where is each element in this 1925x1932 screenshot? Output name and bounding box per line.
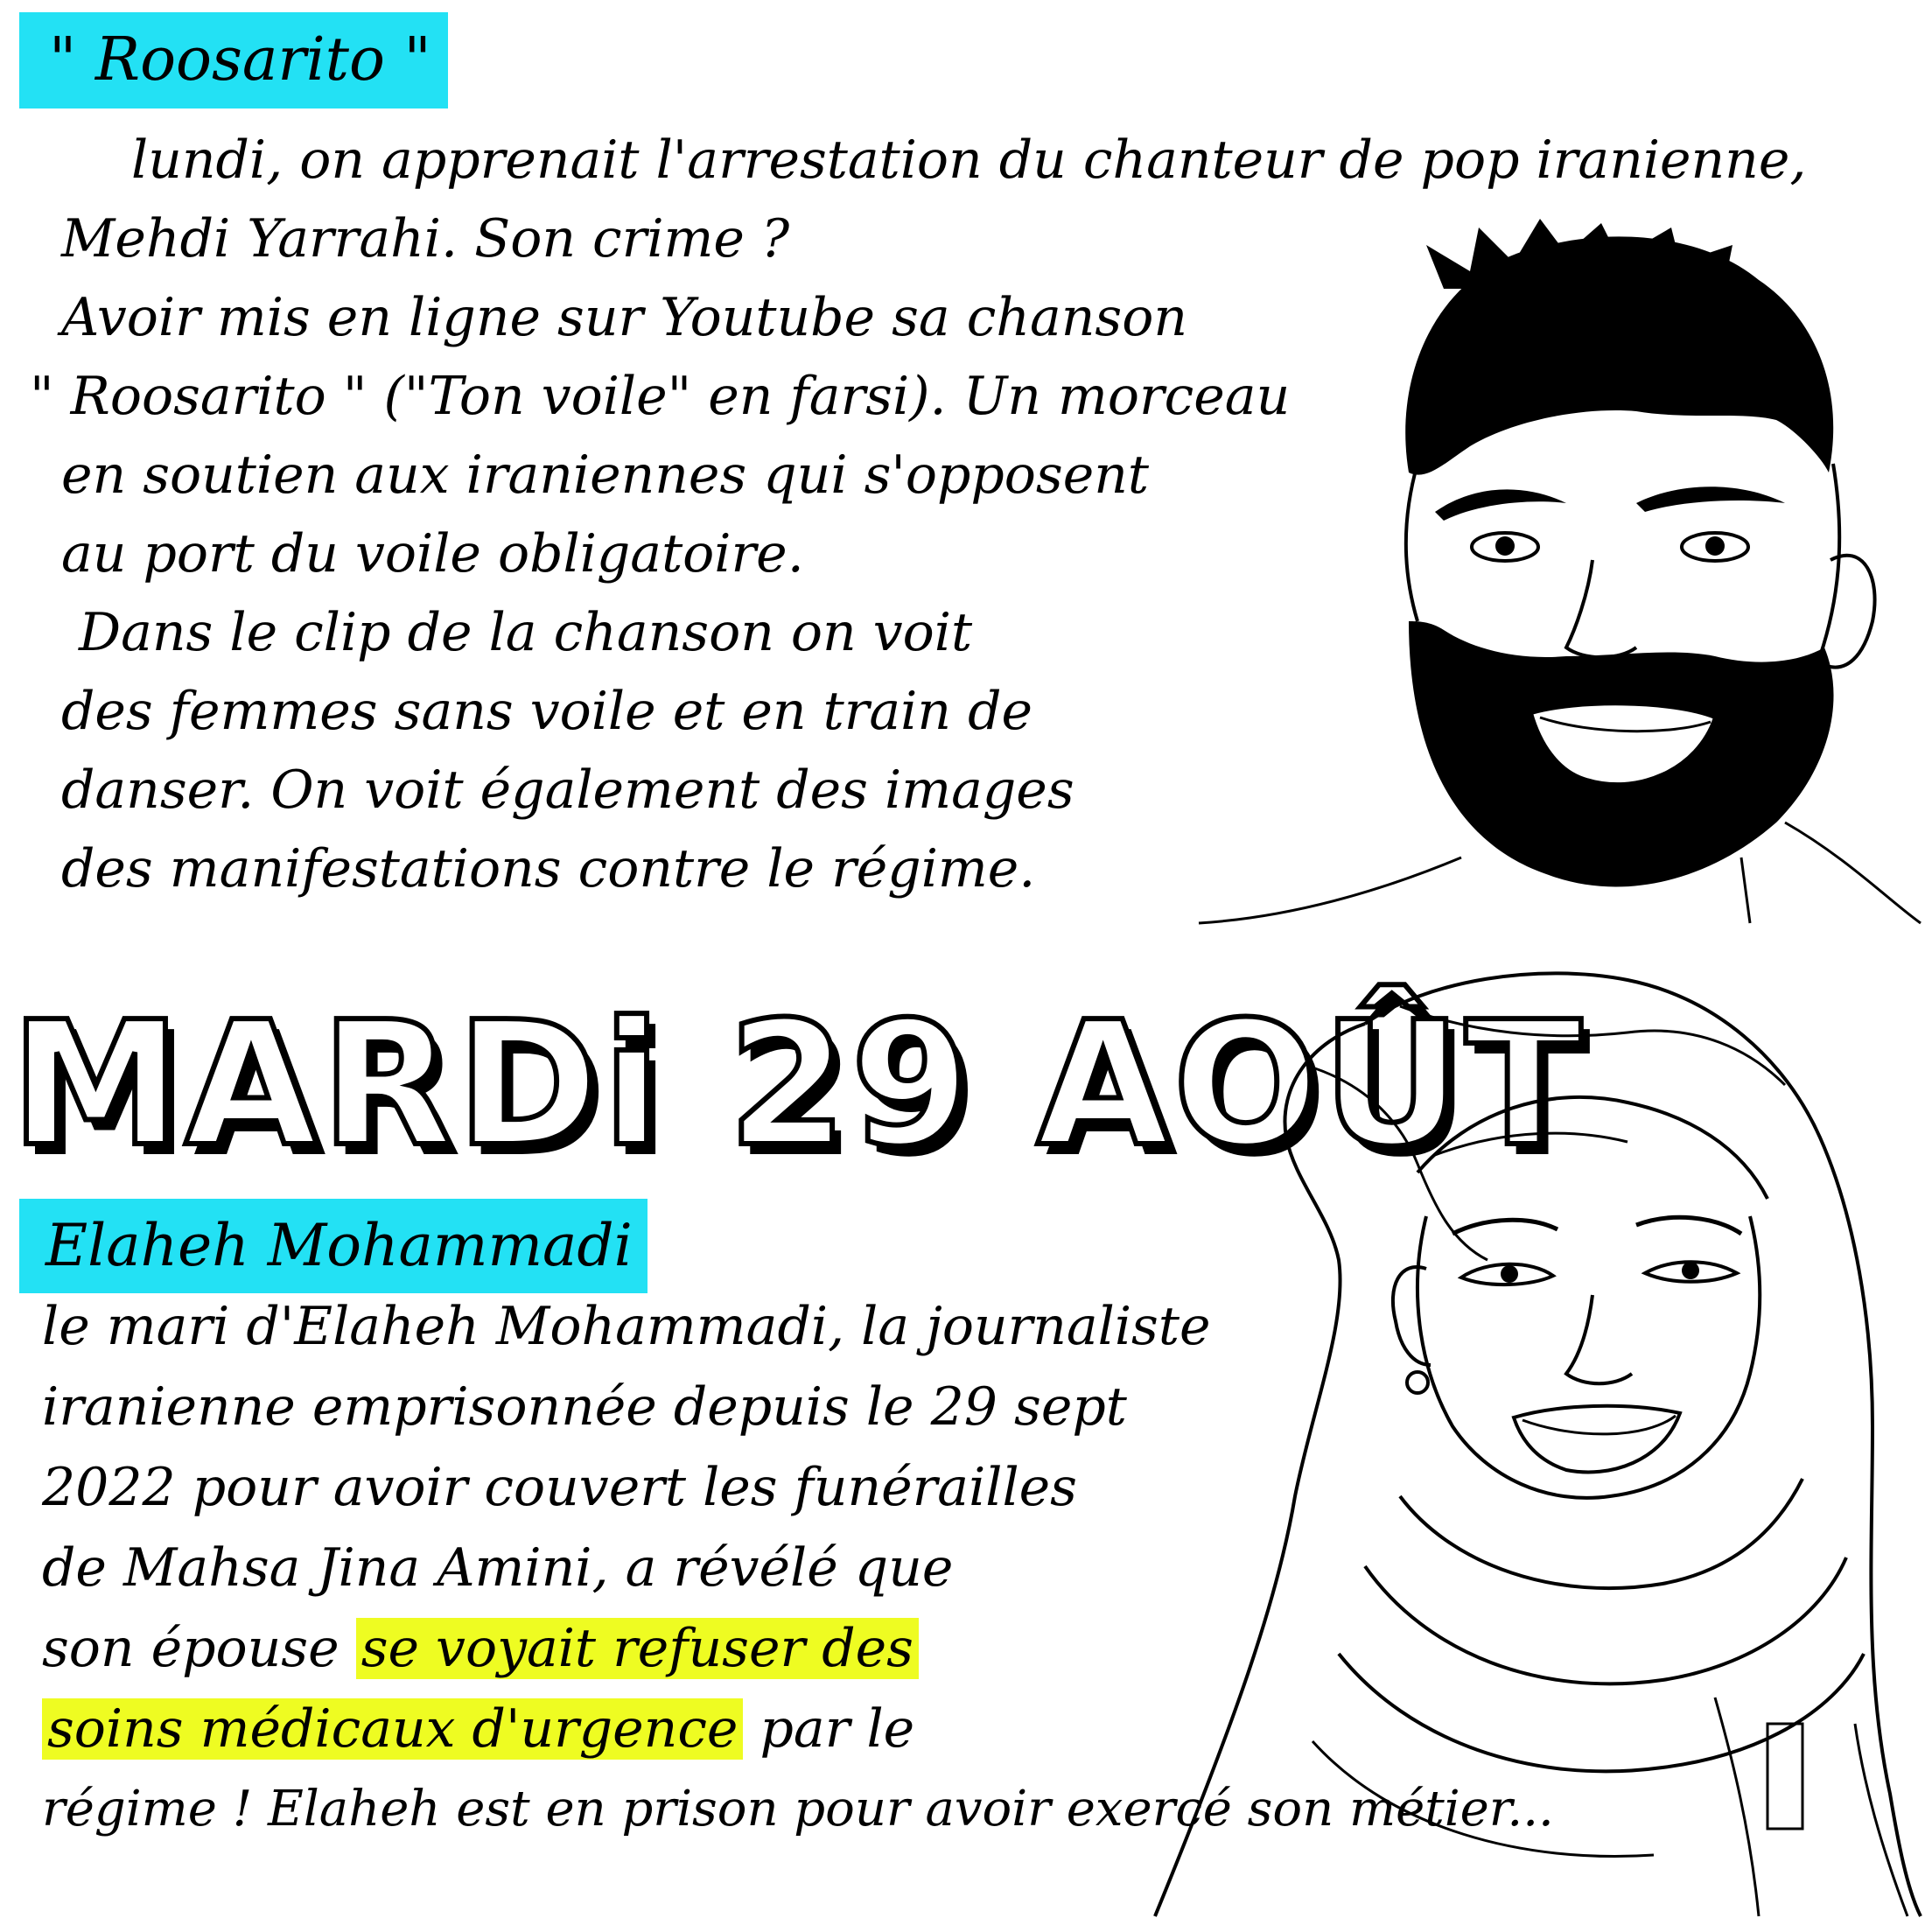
text-segment: par le — [760, 1698, 915, 1760]
text-line: le mari d'Elaheh Mohammadi, la journaliste — [42, 1296, 1211, 1357]
text-line — [42, 1608, 1554, 1689]
text-line: en soutien aux iraniennes qui s'opposent — [61, 444, 1149, 506]
text-line — [42, 1689, 1554, 1769]
text-line: des manifestations contre le régime. — [61, 838, 1036, 900]
text-line: lundi, on apprenait l'arrestation du chanteur de pop iranienne, — [131, 130, 1807, 191]
text-line: au port du voile obligatoire. — [61, 523, 804, 584]
text-line: des femmes sans voile et en train de — [61, 681, 1032, 742]
text-line: danser. On voit également des images — [61, 760, 1074, 821]
section-tag-elaheh-mohammadi: Elaheh Mohammadi — [19, 1199, 648, 1293]
text-segment: son épouse — [42, 1618, 340, 1679]
text-line: Avoir mis en ligne sur Youtube sa chanson — [61, 287, 1187, 348]
text-line: régime ! Elaheh est en prison pour avoir exercé son métier... — [42, 1781, 1554, 1838]
portrait-bearded-man-drawing — [1181, 210, 1925, 928]
text-line: " Roosarito " ("Ton voile" en farsi). Un morceau — [30, 366, 1291, 427]
text-line: iranienne emprisonnée depuis le 29 sept — [42, 1376, 1127, 1438]
story-elaheh-mohammadi — [42, 1286, 1554, 1850]
highlighted-text: soins médicaux d'urgence — [42, 1698, 743, 1760]
date-heading: MARDi 29 AOÛT — [10, 985, 1586, 1185]
text-line: Mehdi Yarrahi. Son crime ? — [61, 208, 790, 270]
text-line: 2022 pour avoir couvert les funérailles — [42, 1457, 1077, 1518]
text-line: Dans le clip de la chanson on voit — [79, 602, 973, 663]
highlighted-text: se voyait refuser des — [356, 1618, 919, 1679]
section-tag-roosarito: " Roosarito " — [19, 12, 448, 108]
text-line: de Mahsa Jina Amini, a révélé que — [42, 1537, 954, 1599]
